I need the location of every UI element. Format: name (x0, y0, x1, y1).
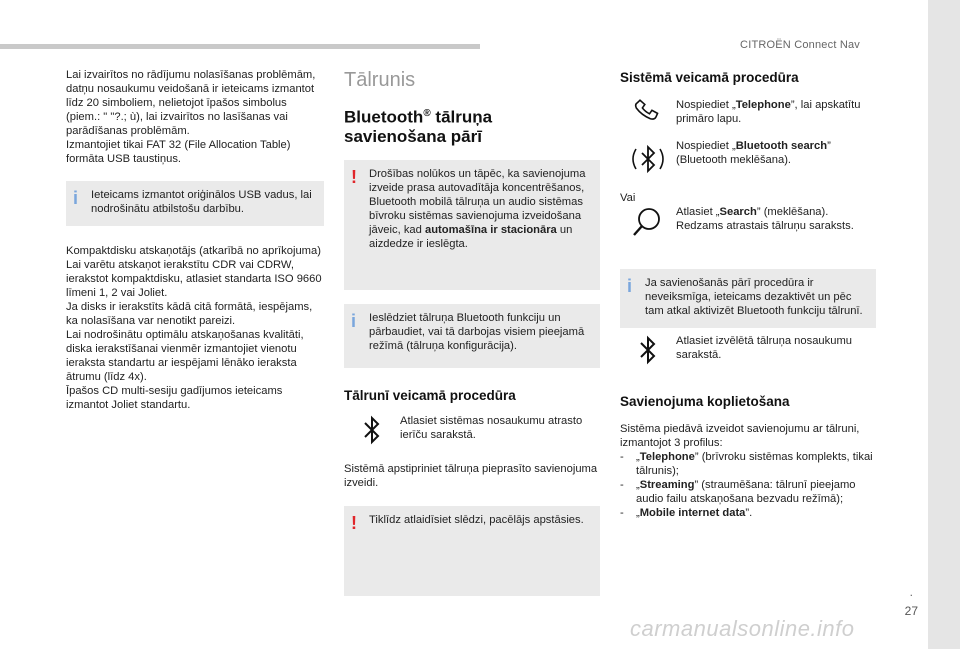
info-note-text: Ieslēdziet tālruņa Bluetooth funkciju un pārbaudiet, vai tā darbojas visiem pieejamā režīmā (tālruņa konfigurācija). (369, 311, 585, 352)
profiles-intro: Sistēma piedāvā izveidot savienojumu ar tālruni, izmantojot 3 profilus: (620, 423, 860, 449)
info-note-usb (66, 181, 324, 226)
info-note-pairing-failure (620, 269, 876, 328)
system-step-bt-search (620, 139, 876, 179)
title-part: tālruņa (430, 107, 493, 127)
handset-icon (620, 98, 676, 124)
info-note-text: Ieteicams izmantot oriģinālos USB vadus, lai nodrošinātu atbilstošu darbību. (91, 189, 312, 215)
section-title: Tālrunis (344, 69, 416, 91)
system-step-text: Atlasiet „Search” (meklēšana). Redzams atrastais tālruņu saraksts. (676, 206, 854, 232)
list-item: - „Streaming” (straumēšana: tālrunī pieejamo audio failu atskaņošana bezvadu režīmā); (620, 479, 856, 505)
system-step-text: Atlasiet izvēlētā tālruņa nosaukumu sarakstā. (676, 335, 852, 361)
info-note-bluetooth (344, 304, 600, 368)
phone-step (344, 414, 600, 446)
info-note-text: Ja savienošanās pārī procedūra ir neveiksmīga, ieteicams dezaktivēt un pēc tam atkal aktivizēt Bluetooth funkciju tālrunī. (645, 277, 863, 317)
bluetooth-search-icon (620, 139, 676, 179)
warning-note-switch (344, 506, 600, 596)
list-item: - „Mobile internet data”. (620, 507, 753, 519)
page-number: 27 (904, 604, 918, 618)
profiles-list (620, 450, 876, 520)
cd-player-paragraph: Kompaktdisku atskaņotājs (atkarībā no aprīkojuma) Lai varētu atskaņot ierakstītu CDR vai CDRW, ierakstot kompaktdisku, atlasiet standarta ISO 9660 līmeni 1, 2 vai Joliet. Ja disks ir ierakstīts kādā citā formātā, iespējams, ka nolasīšana var nenotikt pareizi. Lai nodrošinātu optimālu atskaņošanas kvalitāti, diska ierakstīšanai vienmēr izmantojiet vienotu ieraksta standartu ar iespējami lēnāko ieraksta ātrumu (līdz 4x). Īpašos CD multi-sesiju gadījumos ieteicams izmantot Joliet standartu. (66, 245, 322, 411)
column-1 (66, 68, 324, 412)
watermark: carmanualsonline.info (630, 616, 855, 641)
phone-procedure-title: Tālrunī veicamā procedūra (344, 387, 516, 403)
system-procedure-title: Sistēmā veicamā procedūra (620, 70, 799, 85)
phone-step-text: Atlasiet sistēmas nosaukumu atrasto ierīču sarakstā. (400, 414, 583, 441)
system-step-telephone (620, 98, 876, 126)
info-icon: i (73, 188, 79, 208)
bluetooth-pairing-title (344, 104, 600, 146)
warning-icon: ! (351, 512, 357, 533)
list-item: - „Telephone” (brīvroku sistēmas komplekts, tikai tālrunis); (620, 451, 873, 477)
system-step-text: Nospiediet „Telephone”, lai apskatītu primāro lapu. (676, 99, 861, 125)
usb-filename-paragraph: Lai izvairītos no rādījumu nolasīšanas problēmām, datņu nosaukumu veidošanā ir ieteicams izmantot līdz 20 simboliem, nelietojot īpašos simbolus (piem.: " "?.; ù), lai izvairītos no lasīšanas vai parādīšanas problēmām. Izmantojiet tikai FAT 32 (File Allocation Table) formāta USB taustiņus. (66, 69, 316, 165)
warning-note-safety (344, 160, 600, 290)
system-step-search (620, 205, 876, 239)
info-icon: i (351, 310, 357, 331)
title-part: savienošana pārī (344, 126, 482, 146)
confirm-paragraph: Sistēmā apstipriniet tālruņa pieprasīto savienojuma izveidi. (344, 462, 598, 489)
bluetooth-icon (620, 334, 676, 366)
warning-note-text: Drošības nolūkos un tāpēc, ka savienojuma izveide prasa autovadītāja koncentrēšanos, Bluetooth mobilā tālruņa un audio sistēmas bīvroku sistēmas savienojuma izveidošana jāveic, kad automašīna ir stacionāra un aizdedze ir ieslēgta. (369, 167, 586, 250)
magnifier-icon (620, 205, 676, 239)
system-step-select (620, 334, 876, 366)
bluetooth-icon (344, 414, 400, 446)
warning-note-text: Tiklīdz atlaidīsiet slēdzi, pacēlājs apstāsies. (369, 513, 584, 526)
page-edge-strip (928, 0, 960, 649)
system-step-text: Nospiediet „Bluetooth search” (Bluetooth meklēšana). (676, 140, 831, 166)
registered-mark: ® (423, 108, 431, 119)
connection-sharing-title: Savienojuma koplietošana (620, 394, 790, 409)
header-rule (0, 44, 480, 49)
title-part: Bluetooth (344, 107, 424, 127)
or-label: Vai (620, 192, 636, 204)
column-2 (344, 68, 600, 596)
warning-icon: ! (351, 166, 357, 187)
column-3 (620, 68, 876, 520)
info-icon: i (627, 276, 633, 296)
page-dot: . (909, 585, 913, 599)
header-brand: CITROËN Connect Nav (740, 39, 860, 51)
